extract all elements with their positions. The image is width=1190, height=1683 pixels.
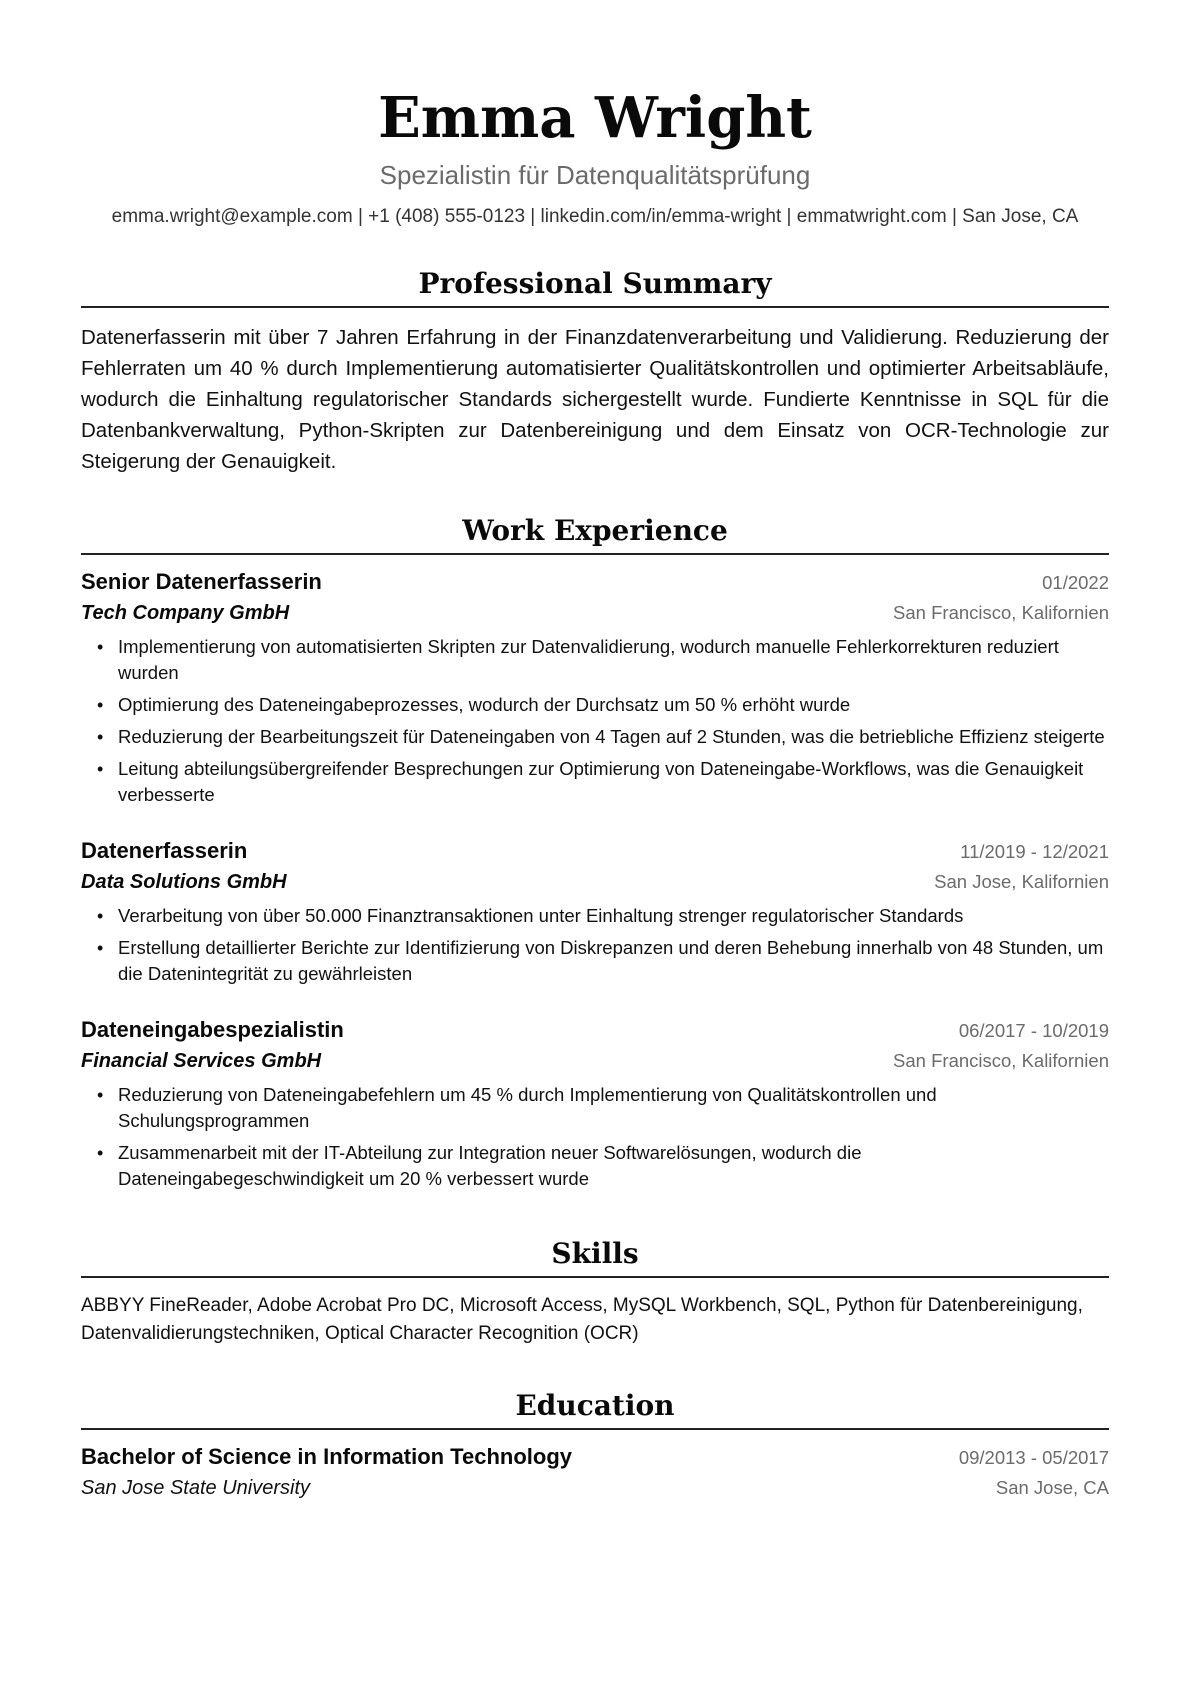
job-date: 11/2019 - 12/2021 — [960, 841, 1109, 862]
experience-heading: Work Experience — [81, 513, 1109, 555]
education-heading: Education — [81, 1388, 1109, 1430]
resume-header — [81, 0, 1109, 230]
education-school-row — [81, 1473, 1109, 1503]
job-date: 01/2022 — [1042, 572, 1109, 593]
education-degree: Bachelor of Science in Information Technology — [81, 1444, 572, 1469]
job-entry — [81, 567, 1109, 808]
job-date: 06/2017 - 10/2019 — [958, 1020, 1109, 1041]
job-company: Tech Company GmbH — [81, 602, 290, 624]
job-company: Data Solutions GmbH — [81, 871, 287, 893]
job-bullets — [81, 1082, 1109, 1192]
education-entry — [81, 1442, 1109, 1503]
job-company-row — [81, 1046, 1109, 1076]
job-title: Dateneingabespezialistin — [81, 1017, 344, 1042]
summary-heading: Professional Summary — [81, 266, 1109, 308]
education-section — [81, 1388, 1109, 1503]
job-bullet: • Optimierung des Dateneingabeprozesses, wodurch der Durchsatz um 50 % erhöht wurde — [118, 692, 1109, 718]
skills-section — [81, 1236, 1109, 1348]
skills-text: ABBYY FineReader, Adobe Acrobat Pro DC, Microsoft Access, MySQL Workbench, SQL, Python für Datenbereinigung, Datenvalidierungstechniken, Optical Character Recognition (OCR) — [81, 1295, 1083, 1344]
job-location: San Francisco, Kalifornien — [893, 1050, 1109, 1071]
job-entry — [81, 836, 1109, 987]
experience-section — [81, 513, 1109, 1192]
job-bullet: • Leitung abteilungsübergreifender Besprechungen zur Optimierung von Dateneingabe-Workflows, was die Genauigkeit verbesserte — [118, 756, 1109, 808]
job-location: San Francisco, Kalifornien — [893, 602, 1109, 623]
candidate-headline: Spezialistin für Datenqualitätsprüfung — [379, 160, 811, 190]
education-date: 09/2013 - 05/2017 — [958, 1447, 1109, 1468]
job-company-row — [81, 598, 1109, 628]
job-title: Senior Datenerfasserin — [81, 569, 322, 594]
job-bullet: • Zusammenarbeit mit der IT-Abteilung zur Integration neuer Softwarelösungen, wodurch die Dateneingabegeschwindigkeit um 20 % verbessert wurde — [118, 1140, 1109, 1192]
job-title-row — [81, 567, 1109, 598]
summary-text: Datenerfasserin mit über 7 Jahren Erfahrung in der Finanzdatenverarbeitung und Validierung. Reduzierung der Fehlerraten um 40 % durch Implementierung automatisierter Qualitätskontrollen und optimierter Arbeitsabläufe, wodurch die Einhaltung regulatorischer Standards sichergestellt wurde. Fundierte Kenntnisse in SQL für die Datenbankverwaltung, Python-Skripten zur Datenbereinigung und dem Einsatz von OCR-Technologie zur Steigerung der Genauigkeit. — [81, 326, 1109, 473]
skills-heading: Skills — [81, 1236, 1109, 1278]
job-bullets — [81, 903, 1109, 987]
job-bullet: • Erstellung detaillierter Berichte zur Identifizierung von Diskrepanzen und deren Behebung innerhalb von 48 Stunden, um die Datenintegrität zu gewährleisten — [118, 935, 1109, 987]
candidate-name: Emma Wright — [378, 85, 812, 151]
job-location: San Jose, Kalifornien — [934, 871, 1109, 892]
contact-line: emma.wright@example.com | +1 (408) 555-0123 | linkedin.com/in/emma-wright | emmatwright.com | San Jose, CA — [111, 206, 1079, 227]
job-bullet: • Verarbeitung von über 50.000 Finanztransaktionen unter Einhaltung strenger regulatorischer Standards — [118, 903, 1109, 929]
education-degree-row — [81, 1442, 1109, 1473]
job-entry — [81, 1015, 1109, 1192]
education-location: San Jose, CA — [995, 1477, 1109, 1498]
job-bullets — [81, 634, 1109, 808]
job-bullet: • Implementierung von automatisierten Skripten zur Datenvalidierung, wodurch manuelle Fehlerkorrekturen reduziert wurden — [118, 634, 1109, 686]
job-company: Financial Services GmbH — [81, 1050, 322, 1072]
education-school: San Jose State University — [81, 1477, 310, 1499]
job-company-row — [81, 867, 1109, 897]
job-title-row — [81, 1015, 1109, 1046]
summary-section — [81, 266, 1109, 477]
job-bullet: • Reduzierung von Dateneingabefehlern um 45 % durch Implementierung von Qualitätskontrollen und Schulungsprogrammen — [118, 1082, 1109, 1134]
job-title-row — [81, 836, 1109, 867]
job-bullet: • Reduzierung der Bearbeitungszeit für Dateneingaben von 4 Tagen auf 2 Stunden, was die betriebliche Effizienz steigerte — [118, 724, 1109, 750]
job-title: Datenerfasserin — [81, 838, 248, 863]
